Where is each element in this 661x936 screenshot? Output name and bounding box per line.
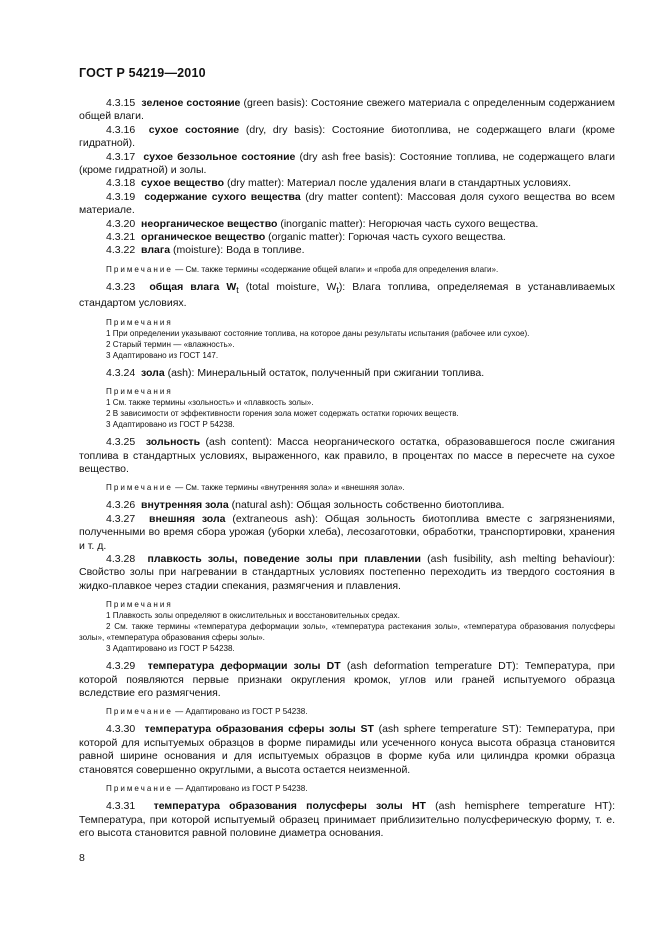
note-4-3-29: Примечание — Адаптировано из ГОСТ Р 54238. — [106, 707, 308, 717]
note-item: 1 При определении указывают состояние топлива, на которое даны результаты испытания (рабочее или сухое). — [106, 328, 530, 338]
term: сухое вещество — [141, 177, 225, 190]
entry-4-3-15: 4.3.15 зеленое состояние (green basis): Состояние свежего материала с определенным содержанием общей влаги. — [79, 97, 615, 123]
note-4-3-22: Примечание — См. также термины «содержание общей влаги» и «проба для определения влаги». — [106, 264, 499, 274]
term: неорганическое вещество — [141, 217, 278, 230]
entry-4-3-26: 4.3.26 внутренняя зола (natural ash): Общая зольность собственно биотоплива. — [106, 499, 505, 512]
entry-4-3-19: 4.3.19 содержание сухого вещества (dry matter content): Массовая доля сухого вещества во всем материале. — [79, 190, 615, 217]
note-4-3-30: Примечание — Адаптировано из ГОСТ Р 54238. — [106, 784, 308, 794]
entry-4-3-30: 4.3.30 температура образования сферы золы ST (ash sphere temperature ST): Температура, при которой для испытуемых образцов в форме пирамиды или усеченного конуса высота образца становится равной ширине основания и для испытуемых образцов в форме куба или цилиндра кромки образца становятся совершенно округлыми, а высота остается неизменной. — [79, 723, 615, 776]
term: содержание сухого вещества — [144, 190, 301, 203]
term: зольность — [145, 436, 201, 449]
note-item: 3 Адаптировано из ГОСТ Р 54238. — [106, 420, 235, 430]
entry-4-3-27: 4.3.27 внешняя зола (extraneous ash): Общая зольность биотоплива вместе с загрязнениями, полученными во время сбора урожая (уборки хлеба), лесозаготовки, обработки, транспортировки, хранения и т. д. — [79, 512, 615, 552]
term: внутренняя зола — [141, 499, 229, 512]
term: плавкость золы, поведение золы при плавлении — [147, 553, 421, 566]
term: температура деформации золы DT — [147, 660, 341, 673]
note-item: 2 Старый термин — «влажность». — [106, 339, 235, 349]
term: зола — [141, 366, 165, 379]
entry-4-3-17: 4.3.17 сухое беззольное состояние (dry ash free basis): Состояние топлива, не содержащего влаги (кроме гидратной) и золы. — [79, 150, 615, 177]
entry-4-3-28: 4.3.28 плавкость золы, поведение золы при плавлении (ash fusibility, ash melting behaviour): Свойство золы при нагревании в стандартных условиях постепенно переходить из твердого состояния в жидко-плавкое через стадии спекания, размягчения и плавления. — [79, 553, 615, 592]
entry-4-3-18: 4.3.18 сухое вещество (dry matter): Материал после удаления влаги в стандартных условиях. — [106, 177, 572, 190]
term: сухое беззольное состояние — [143, 150, 296, 163]
note-item: 3 Адаптировано из ГОСТ 147. — [106, 350, 219, 360]
term: температура образования полусферы золы НТ — [153, 800, 426, 813]
entry-4-3-21: 4.3.21 органическое вещество (organic matter): Горючая часть сухого вещества. — [106, 231, 506, 244]
note-item: 1 Плавкость золы определяют в окислительных и восстановительных средах. — [106, 611, 400, 621]
document-body — [79, 97, 615, 840]
term: общая влага W — [149, 280, 237, 293]
term: сухое состояние — [148, 123, 240, 136]
entry-4-3-24: 4.3.24 зола (ash): Минеральный остаток, полученный при сжигании топлива. — [106, 366, 485, 379]
entry-4-3-29: 4.3.29 температура деформации золы DT (ash deformation temperature DT): Температура, при которой появляются первые признаки округления кромок, углов или граней испытуемого образца вследствие его размягчения. — [79, 660, 615, 700]
note-item: 1 См. также термины «зольность» и «плавкость золы». — [106, 398, 314, 408]
note-4-3-25: Примечание — См. также термины «внутренняя зола» и «внешняя зола». — [106, 483, 405, 493]
notes-heading: Примечания — [106, 387, 173, 397]
term: влага — [141, 244, 171, 257]
note-item: 2 В зависимости от эффективности горения зола может содержать остатки горючих веществ. — [106, 409, 459, 419]
entry-4-3-16: 4.3.16 сухое состояние (dry, dry basis): Состояние биотоплива, не содержащего влаги (кроме гидратной). — [79, 123, 615, 150]
entry-4-3-22: 4.3.22 влага (moisture): Вода в топливе. — [106, 244, 305, 257]
term: температура образования сферы золы ST — [144, 723, 374, 736]
entry-4-3-20: 4.3.20 неорганическое вещество (inorganic matter): Негорючая часть сухого вещества. — [106, 217, 539, 230]
entry-4-3-25: 4.3.25 зольность (ash content): Масса неорганического остатка, образовавшегося после сжигания топлива в стандартных условиях, выраженного, как правило, в процентах по массе в пересчете на сухое вещество. — [79, 436, 615, 475]
notes-heading: Примечания — [106, 317, 173, 327]
entry-4-3-23: 4.3.23 общая влага $W_t$ (total moisture, $W_t$): Влага топлива, определяемая в устанавливаемых стандартом условиях. — [79, 280, 616, 310]
term: органическое вещество — [141, 231, 266, 244]
term: зеленое состояние — [141, 97, 241, 109]
notes-heading: Примечания — [106, 600, 173, 610]
page-header: ГОСТ Р 54219—2010 — [79, 66, 206, 80]
note-item: 3 Адаптировано из ГОСТ Р 54238. — [106, 644, 235, 654]
note-item: 2 См. также термины «температура деформации золы», «температура растекания золы», «температура образования полусферы золы», «температура образования сферы золы». — [79, 622, 615, 643]
page-number: 8 — [79, 852, 85, 864]
entry-4-3-31: 4.3.31 температура образования полусферы золы НТ (ash hemisphere temperature HT): Температура, при которой испытуемый образец принимает приблизительно полусферическую форму, т. е. его высота становится равной половине диаметра основания. — [79, 800, 616, 839]
term: внешняя зола — [148, 512, 226, 525]
